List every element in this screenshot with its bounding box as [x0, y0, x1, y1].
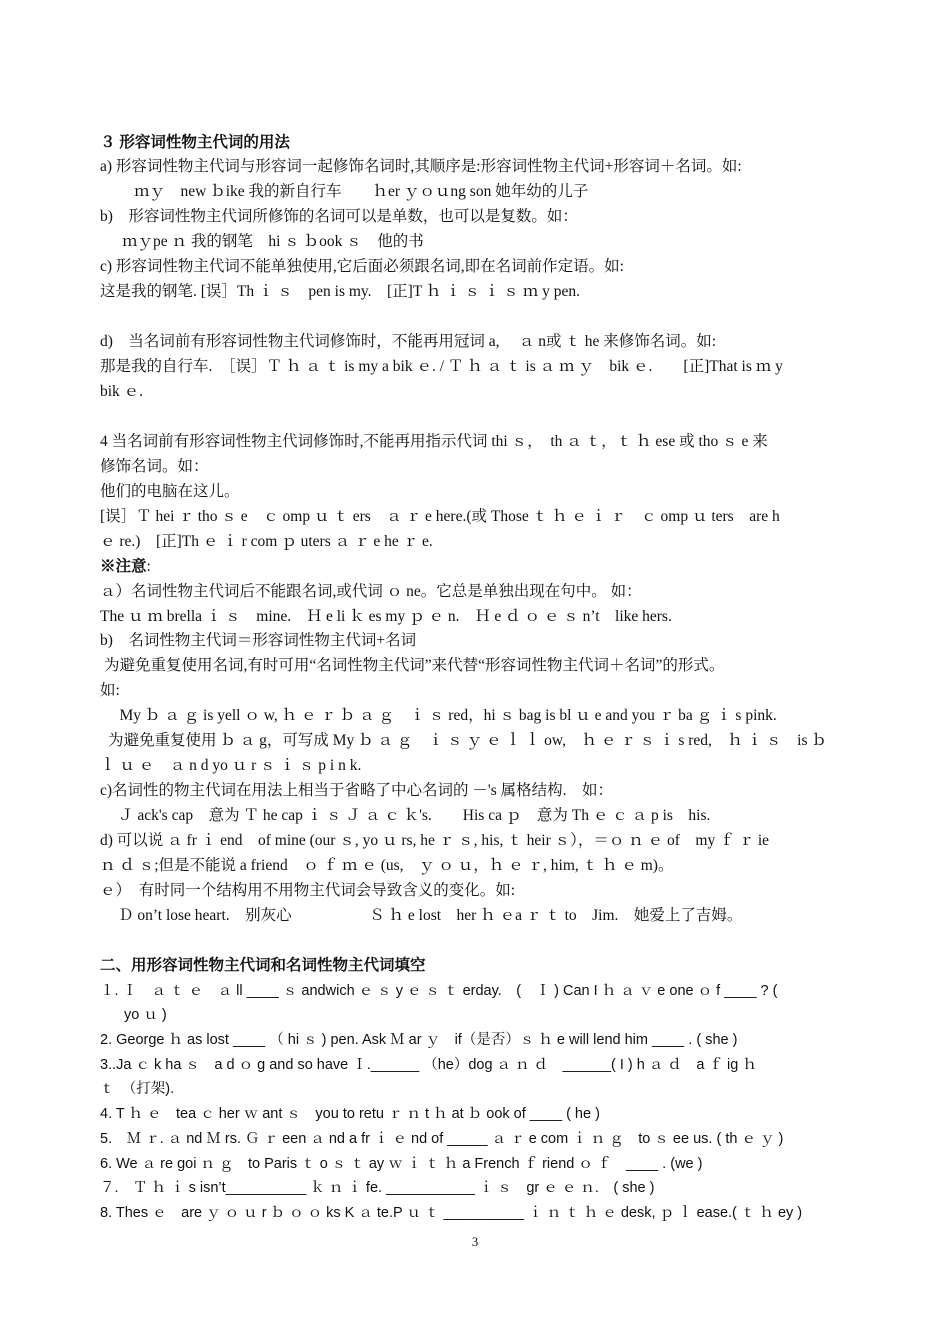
exercise-question-3-line-1: 3..Ja ｃ k ha ｓ a d ｏ g and so have Ｉ.______ （he）dog ａ ｎ ｄ ______( I ) h ａ ｄ a ｆ ig ｈ [100, 1057, 757, 1073]
exercise-question-8: 8. Thes ｅ are ｙ ｏ ｕ r ｂ ｏ ｏ ks K ａ te.P ｕ ｔ __________ ｉ ｎ ｔ ｈ ｅ desk, ｐ ｌ ease.( ｔ ｈ ey ) [100, 1205, 803, 1221]
rule-d-example-line-2: bik ｅ. [100, 383, 144, 400]
exercise-heading: 二、用形容词性物主代词和名词性物主代词填空 [100, 957, 426, 974]
exercise-question-2: 2. George ｈ as lost ____ （ hi ｓ ) pen. Ask Ｍ ar ｙ if（是否）ｓ ｈ e will lend him ____ . ( she ) [100, 1032, 738, 1048]
note-c-example: Ｊ ack's cap 意为 Ｔ he cap ｉ ｓ Ｊ ａ ｃ ｋ's. His ca ｐ 意为 Th ｅ ｃ ａ p is his. [118, 807, 711, 824]
rule-a-example: ｍｙ new ｂike 我的新自行车 ｈer ｙｏｕng son 她年幼的儿子 [134, 183, 589, 200]
note-b-example-1: My ｂ ａ ｇ is yell ｏ w, ｈ ｅ ｒ ｂ ａ ｇ ｉ ｓ red，hi ｓ bag is bl ｕ e and you ｒ ba ｇ ｉ s pink. [104, 707, 777, 724]
note-d-text-line-2: ｎ ｄ ｓ;但是不能说 a friend ｏ ｆ ｍ ｅ (us, ｙ ｏ ｕ，ｈ ｅ ｒ, him, ｔ ｈ ｅ m)。 [100, 857, 674, 874]
section-4-text-line-1: 4 当名词前有形容词性物主代词修饰时,不能再用指示代词 thi ｓ， th ａ ｔ，ｔ ｈ ese 或 tho ｓ e 来 [100, 433, 768, 450]
rule-c-example: 这是我的钢笔. [误］Th ｉ ｓ pen is my. [正]T ｈ ｉ ｓ ｉ ｓ ｍ y pen. [100, 283, 581, 300]
section-4-text-line-2: 修饰名词。如： [100, 458, 209, 475]
note-c-text: c)名词性的物主代词在用法上相当于省略了中心名词的 －'s 属格结构. 如： [100, 782, 613, 799]
exercise-question-1-line-1: １. Ｉ ａ ｔ ｅ ａ ll ____ ｓ andwich ｅ ｓ y ｅ ｓ ｔ erday. ( Ｉ ) Can I ｈ ａ ｖ e one ｏ f ____ ? ( [100, 983, 778, 999]
exercise-question-5: 5. Ｍ ｒ. ａ nd Ｍ rs. Ｇ ｒ een ａ nd a fr ｉ ｅ nd of _____ ａ ｒ e com ｉ ｎ ｇ to ｓ ee us. ( th ｅ ｙ ) [100, 1131, 784, 1147]
page-number: 3 [471, 1234, 479, 1249]
note-e-text: ｅ） 有时同一个结构用不用物主代词会导致含义的变化。如: [100, 882, 516, 899]
notes-heading-text: ※注意 [100, 558, 147, 575]
note-a-example: The ｕ ｍ brella ｉ ｓ mine. Ｈ e li ｋ es my ｐ ｅ n. Ｈ e ｄ ｏ ｅ ｓ n’t like hers. [100, 608, 672, 625]
rule-d-text: d) 当名词前有形容词性物主代词修饰时，不能再用冠词 a, ａ n或 ｔ he 来修饰名词。如: [100, 333, 717, 350]
exercise-question-4: 4. T ｈ ｅ tea ｃ her ｗ ant ｓ you to retu ｒ ｎ t ｈ at ｂ ook of ____ ( he ) [100, 1106, 600, 1122]
rule-a-text: a) 形容词性物主代词与形容词一起修饰名词时,其顺序是:形容词性物主代词+形容词＋名词。如: [100, 158, 742, 175]
note-b-example-2: 为避免重复使用 ｂ ａ g，可写成 My ｂ ａ ｇ ｉ ｓ ｙ ｅ ｌ ｌ ow, ｈ ｅ ｒ ｓ ｉ s red, ｈ ｉ ｓ is ｂ [108, 732, 827, 749]
section-4-example-3: ｅ re.) [正]Th ｅ ｉ r com ｐ uters ａ ｒ e he ｒ e. [100, 533, 433, 550]
exercise-question-6: 6. We ａ re goi ｎ ｇ to Paris ｔ o ｓ ｔ ay ｗ ｉ ｔ ｈ a French ｆ riend ｏ ｆ ____ . (we ) [100, 1156, 703, 1172]
note-b-text-3: 如: [100, 682, 120, 699]
section-4-example-2: [误］Ｔ hei ｒ tho ｓ e ｃ omp ｕ ｔ ers ａ ｒ e here.(或 Those ｔ ｈ ｅ ｉ ｒ ｃ omp ｕ ters are h [100, 508, 780, 525]
notes-heading [100, 556, 852, 578]
note-d-text-line-1: d) 可以说 ａ fr ｉ end of mine (our ｓ, yo ｕ rs, he ｒ ｓ, his, ｔ heir ｓ），＝ｏ ｎ ｅ of my ｆ ｒ ie [100, 832, 770, 849]
exercise-question-7: ７. Ｔ ｈ ｉ s isn’t__________ ｋ ｎ ｉ fe. ___________ ｉ ｓ gr ｅ ｅ ｎ. ( she ) [100, 1180, 655, 1196]
rule-b-text: b) 形容词性物主代词所修饰的名词可以是单数，也可以是复数。如： [100, 208, 578, 225]
rule-d-example-line-1: 那是我的自行车. ［误］Ｔ ｈ ａ ｔ is my a bik ｅ. / Ｔ ｈ ａ ｔ is ａ ｍ ｙ bik ｅ. [正]That is ｍ y [100, 358, 783, 375]
exercise-question-1-line-2: yo ｕ ) [124, 1007, 167, 1023]
notes-heading-colon: : [146, 558, 151, 575]
rule-c-text: c) 形容词性物主代词不能单独使用,它后面必须跟名词,即在名词前作定语。如: [100, 258, 624, 275]
note-b-text: b) 名词性物主代词＝形容词性物主代词+名词 [100, 632, 417, 649]
note-a-text: ａ）名词性物主代词后不能跟名词,或代词 ｏ ne。它总是单独出现在句中。 如： [100, 583, 642, 600]
note-e-example: Ｄ on’t lose heart. 别灰心 Ｓ ｈ e lost her ｈ ｅa ｒ ｔ to Jim. 她爱上了吉姆。 [118, 907, 743, 924]
section-4-example-1: 他们的电脑在这儿。 [100, 483, 240, 500]
exercise-question-3-line-2: ｔ （打架). [100, 1081, 175, 1097]
section-3-heading: ３ 形容词性物主代词的用法 [100, 134, 290, 151]
rule-b-example: ｍｙpe ｎ 我的钢笔 hi ｓ ｂook ｓ 他的书 [122, 233, 424, 250]
note-b-text-2: 为避免重复使用名词,有时可用“名词性物主代词”来代替“形容词性物主代词＋名词”的形式。 [104, 657, 725, 674]
note-b-example-3: ｌ ｕ ｅ ａ n d yo ｕ r ｓ ｉ ｓ p i n k. [100, 757, 362, 774]
